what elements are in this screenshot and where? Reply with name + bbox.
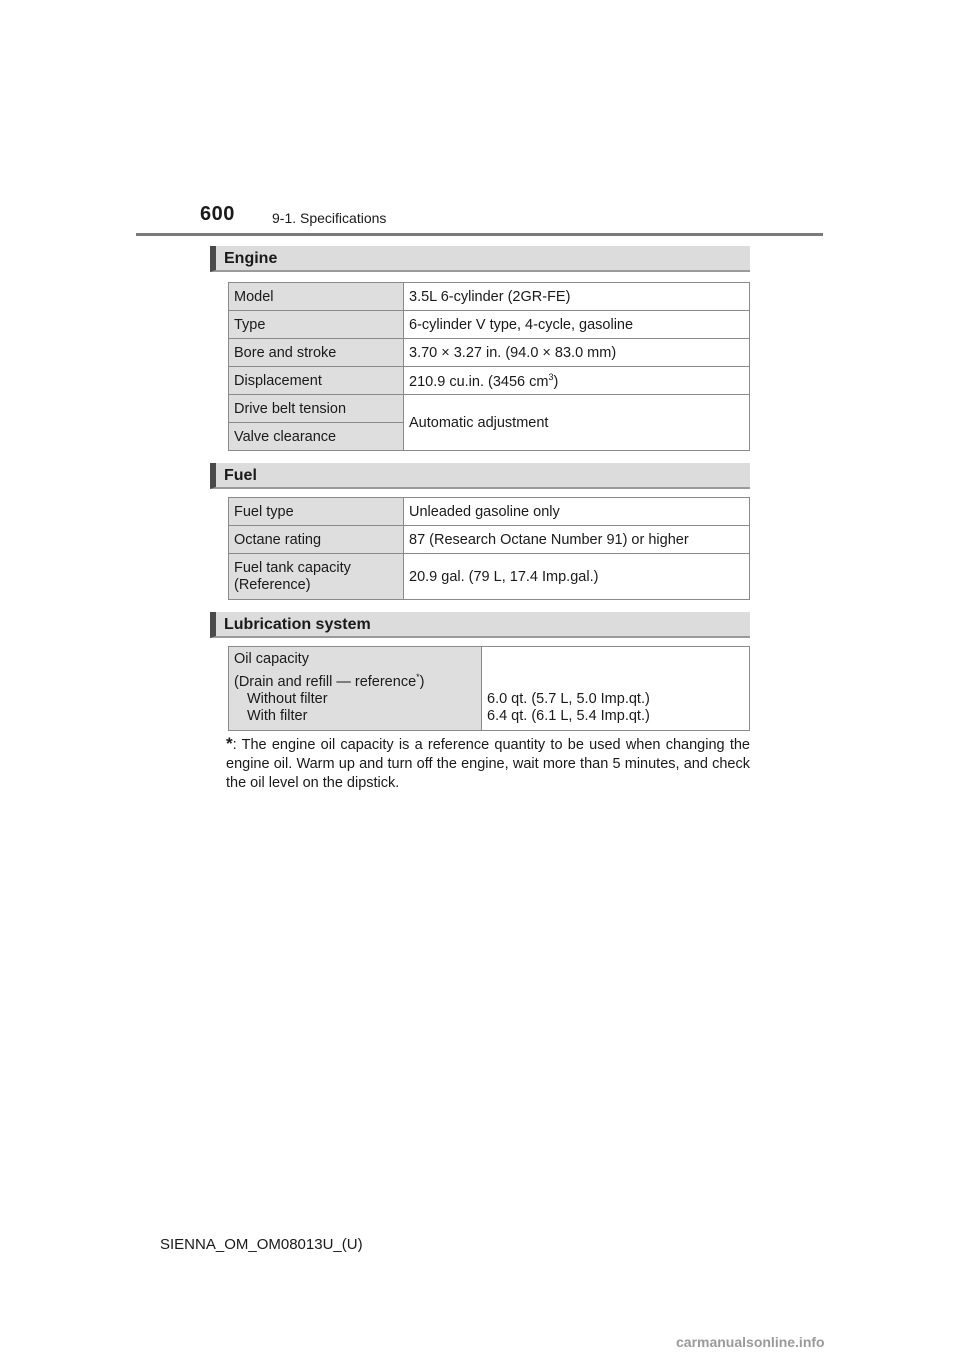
- fuel-heading: Fuel: [210, 463, 750, 489]
- fuel-spec-table: [228, 497, 750, 600]
- tank-capacity-value: 20.9 gal. (79 L, 17.4 Imp.gal.): [404, 554, 750, 600]
- oil-capacity-label-line2-main: (Drain and refill — reference: [234, 673, 417, 690]
- watermark: carmanualsonline.info: [676, 1334, 825, 1350]
- engine-type-value: 6-cylinder V type, 4-cycle, gasoline: [404, 311, 750, 339]
- table-row: [229, 498, 750, 526]
- table-row: [229, 367, 750, 395]
- tank-capacity-label-line2: (Reference): [234, 576, 311, 593]
- fuel-type-label: Fuel type: [229, 498, 404, 526]
- fuel-type-value: Unleaded gasoline only: [404, 498, 750, 526]
- oil-capacity-label: [229, 647, 482, 731]
- with-filter-value: 6.4 qt. (6.1 L, 5.4 Imp.qt.): [487, 708, 650, 725]
- oil-capacity-footnote: [226, 734, 750, 793]
- table-row: [229, 395, 750, 423]
- engine-heading: Engine: [210, 246, 750, 272]
- octane-value: 87 (Research Octane Number 91) or higher: [404, 526, 750, 554]
- drive-belt-label: Drive belt tension: [229, 395, 404, 423]
- footnote-text: : The engine oil capacity is a reference quantity to be used when changing the engine oil. Warm up and turn off the engine, wait more than 5 minutes, and check the oil level on the dipstick.: [226, 737, 750, 791]
- tank-capacity-label-line1: Fuel tank capacity: [234, 559, 351, 576]
- header-divider: [136, 233, 823, 236]
- displacement-label: Displacement: [229, 367, 404, 395]
- table-row: [229, 554, 750, 600]
- table-row: [229, 339, 750, 367]
- page-number: 600: [200, 203, 235, 225]
- engine-spec-table: [228, 282, 750, 451]
- oil-capacity-label-line2-end: ): [419, 673, 425, 690]
- tank-capacity-label: [229, 554, 404, 600]
- table-row: [229, 311, 750, 339]
- without-filter-label: Without filter: [247, 690, 328, 707]
- valve-clearance-label: Valve clearance: [229, 423, 404, 451]
- adjustment-value: Automatic adjustment: [404, 395, 750, 451]
- with-filter-label: With filter: [247, 708, 308, 725]
- section-title: 9-1. Specifications: [272, 210, 387, 226]
- engine-type-label: Type: [229, 311, 404, 339]
- engine-model-value: 3.5L 6-cylinder (2GR-FE): [404, 283, 750, 311]
- bore-stroke-value: 3.70 × 3.27 in. (94.0 × 83.0 mm): [404, 339, 750, 367]
- reference-asterisk: *: [416, 671, 420, 682]
- lubrication-spec-table: [228, 646, 750, 731]
- document-code: SIENNA_OM_OM08013U_(U): [160, 1236, 363, 1253]
- without-filter-value: 6.0 qt. (5.7 L, 5.0 Imp.qt.): [487, 690, 650, 707]
- table-row: [229, 283, 750, 311]
- octane-label: Octane rating: [229, 526, 404, 554]
- displacement-value-main: 210.9 cu.in. (3456 cm: [409, 373, 549, 390]
- bore-stroke-label: Bore and stroke: [229, 339, 404, 367]
- engine-model-label: Model: [229, 283, 404, 311]
- footnote-asterisk: *: [226, 734, 233, 753]
- lubrication-heading: Lubrication system: [210, 612, 750, 638]
- table-row: [229, 647, 750, 731]
- table-row: [229, 526, 750, 554]
- oil-capacity-value: [482, 647, 750, 731]
- displacement-value-sup: 3: [548, 371, 554, 382]
- displacement-value-end: ): [553, 373, 559, 390]
- oil-capacity-label-line1: Oil capacity: [234, 651, 309, 667]
- displacement-value: [404, 367, 750, 395]
